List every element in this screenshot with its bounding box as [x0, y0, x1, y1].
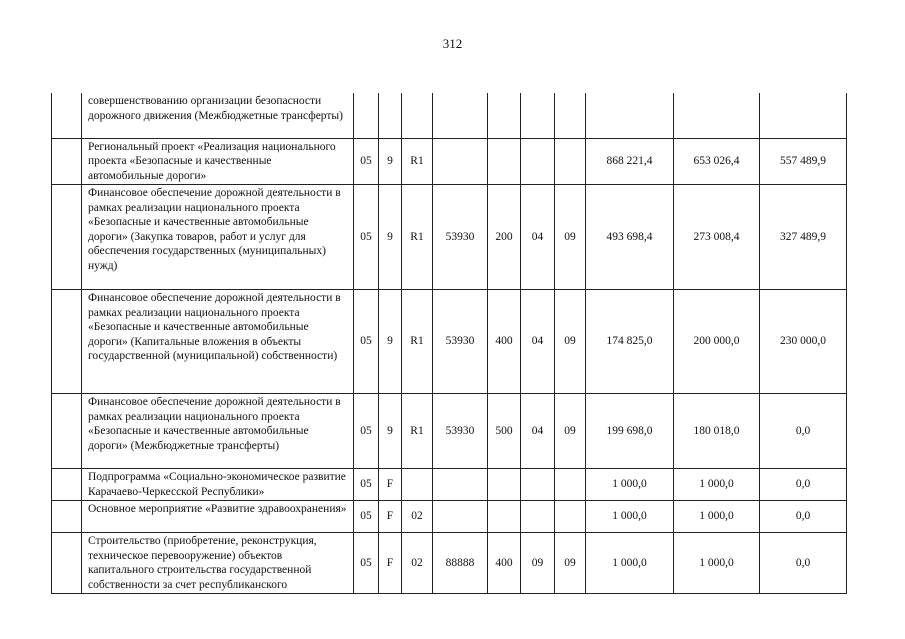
chapter-code-cell [521, 501, 555, 533]
section-code-cell: 05 [354, 290, 379, 394]
program-code-cell: R1 [402, 394, 433, 469]
section-code-cell: 05 [354, 394, 379, 469]
program-code-cell: 02 [402, 501, 433, 533]
amount-2021-cell: 1 000,0 [674, 533, 760, 594]
amount-2022-cell: 0,0 [760, 394, 847, 469]
item-code-cell [433, 93, 488, 138]
item-name-cell: Финансовое обеспечение дорожной деятельности в рамках реализации национального проекта «Безопасные и качественные автомобильные дороги» (Закупка товаров, работ и услуг для обеспечения государственных (муниципальных) нужд) [82, 185, 354, 290]
subchapter-code-cell [555, 93, 586, 138]
item-code-cell [433, 138, 488, 185]
item-name-cell: Финансовое обеспечение дорожной деятельности в рамках реализации национального проекта «Безопасные и качественные автомобильные дороги» (Капитальные вложения в объекты государственной (муниципальной) собственности) [82, 290, 354, 394]
subsection-code-cell: 9 [379, 290, 402, 394]
subchapter-code-cell: 09 [555, 290, 586, 394]
expense-type-code-cell [488, 138, 521, 185]
amount-2020-cell: 1 000,0 [586, 469, 674, 501]
table-row [52, 93, 847, 138]
row-number-cell [52, 469, 82, 501]
program-code-cell: R1 [402, 185, 433, 290]
amount-2020-cell: 493 698,4 [586, 185, 674, 290]
subsection-code-cell: F [379, 501, 402, 533]
table-row [52, 185, 847, 290]
program-code-cell [402, 469, 433, 501]
chapter-code-cell: 04 [521, 290, 555, 394]
chapter-code-cell: 04 [521, 185, 555, 290]
program-code-cell: 02 [402, 533, 433, 594]
expense-type-code-cell [488, 469, 521, 501]
subsection-code-cell: F [379, 469, 402, 501]
amount-2021-cell: 1 000,0 [674, 501, 760, 533]
section-code-cell: 05 [354, 533, 379, 594]
subsection-code-cell: F [379, 533, 402, 594]
item-code-cell: 88888 [433, 533, 488, 594]
amount-2022-cell: 0,0 [760, 533, 847, 594]
expense-type-code-cell: 200 [488, 185, 521, 290]
amount-2020-cell: 868 221,4 [586, 138, 674, 185]
amount-2021-cell: 200 000,0 [674, 290, 760, 394]
table-row [52, 533, 847, 594]
chapter-code-cell: 09 [521, 533, 555, 594]
item-name-cell: совершенствованию организации безопасности дорожного движения (Межбюджетные трансферты) [82, 93, 354, 138]
item-name-cell: Основное мероприятие «Развитие здравоохранения» [82, 501, 354, 533]
section-code-cell [354, 93, 379, 138]
expense-type-code-cell [488, 501, 521, 533]
amount-2022-cell: 0,0 [760, 501, 847, 533]
amount-2020-cell [586, 93, 674, 138]
subchapter-code-cell [555, 138, 586, 185]
amount-2020-cell: 174 825,0 [586, 290, 674, 394]
amount-2021-cell [674, 93, 760, 138]
subsection-code-cell: 9 [379, 394, 402, 469]
row-number-cell [52, 185, 82, 290]
amount-2022-cell: 230 000,0 [760, 290, 847, 394]
item-name-cell: Подпрограмма «Социально-экономическое развитие Карачаево-Черкесской Республики» [82, 469, 354, 501]
row-number-cell [52, 290, 82, 394]
chapter-code-cell [521, 138, 555, 185]
amount-2021-cell: 273 008,4 [674, 185, 760, 290]
amount-2021-cell: 1 000,0 [674, 469, 760, 501]
budget-table [51, 93, 847, 594]
section-code-cell: 05 [354, 185, 379, 290]
amount-2022-cell: 327 489,9 [760, 185, 847, 290]
table-row [52, 394, 847, 469]
expense-type-code-cell: 500 [488, 394, 521, 469]
item-name-cell: Финансовое обеспечение дорожной деятельности в рамках реализации национального проекта «Безопасные и качественные автомобильные дороги» (Межбюджетные трансферты) [82, 394, 354, 469]
subchapter-code-cell [555, 501, 586, 533]
row-number-cell [52, 533, 82, 594]
item-code-cell: 53930 [433, 185, 488, 290]
amount-2022-cell [760, 93, 847, 138]
program-code-cell: R1 [402, 290, 433, 394]
subchapter-code-cell: 09 [555, 185, 586, 290]
table-row [52, 469, 847, 501]
amount-2020-cell: 1 000,0 [586, 533, 674, 594]
amount-2022-cell: 557 489,9 [760, 138, 847, 185]
subsection-code-cell [379, 93, 402, 138]
item-code-cell [433, 501, 488, 533]
subchapter-code-cell: 09 [555, 533, 586, 594]
table-row [52, 501, 847, 533]
chapter-code-cell: 04 [521, 394, 555, 469]
subchapter-code-cell: 09 [555, 394, 586, 469]
amount-2022-cell: 0,0 [760, 469, 847, 501]
table-row [52, 138, 847, 185]
table-row [52, 290, 847, 394]
row-number-cell [52, 93, 82, 138]
item-name-cell: Строительство (приобретение, реконструкция, техническое перевооружение) объектов капитального строительства государственной собственности за счет республиканского [82, 533, 354, 594]
row-number-cell [52, 394, 82, 469]
row-number-cell [52, 138, 82, 185]
expense-type-code-cell [488, 93, 521, 138]
row-number-cell [52, 501, 82, 533]
subchapter-code-cell [555, 469, 586, 501]
amount-2021-cell: 180 018,0 [674, 394, 760, 469]
amount-2020-cell: 199 698,0 [586, 394, 674, 469]
program-code-cell [402, 93, 433, 138]
expense-type-code-cell: 400 [488, 290, 521, 394]
subsection-code-cell: 9 [379, 138, 402, 185]
item-code-cell: 53930 [433, 394, 488, 469]
page-number: 312 [442, 36, 463, 51]
chapter-code-cell [521, 469, 555, 501]
program-code-cell: R1 [402, 138, 433, 185]
amount-2020-cell: 1 000,0 [586, 501, 674, 533]
item-code-cell: 53930 [433, 290, 488, 394]
expense-type-code-cell: 400 [488, 533, 521, 594]
table-body [52, 93, 847, 594]
item-name-cell: Региональный проект «Реализация национального проекта «Безопасные и качественные автомобильные дороги» [82, 138, 354, 185]
section-code-cell: 05 [354, 501, 379, 533]
chapter-code-cell [521, 93, 555, 138]
section-code-cell: 05 [354, 469, 379, 501]
subsection-code-cell: 9 [379, 185, 402, 290]
item-code-cell [433, 469, 488, 501]
amount-2021-cell: 653 026,4 [674, 138, 760, 185]
section-code-cell: 05 [354, 138, 379, 185]
